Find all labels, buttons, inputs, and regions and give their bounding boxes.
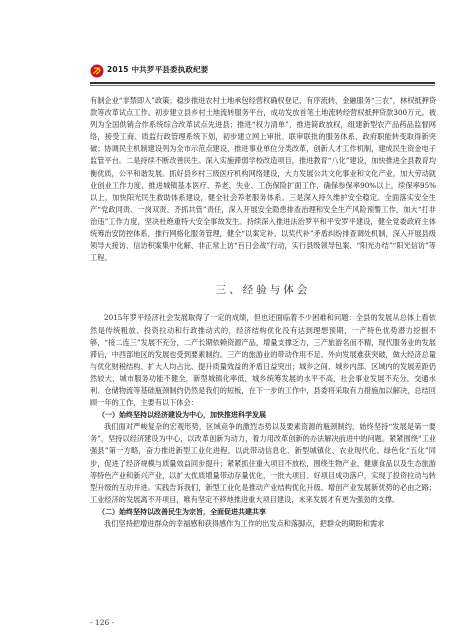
subsection-heading: （二）始终坚持以改善民生为宗旨，全面促进共建共享: [98, 507, 266, 516]
body-paragraph: 我们坚持把增进群众的幸福感和获得感作为工作的出发点和落脚点，把群众的期盼和需求: [104, 519, 385, 528]
body-paragraph: 有制企业“非禁即入”政策；稳步推进农村土地承包经营权确权登记，有序流转，金融服务“三农”，林权抵押贷款等改革试点工作。初步建立县乡村土地流转服务平台，成功发放首笔土地流转经营权抵押贷款300万元。被列为全国供销合作系统综合改革试点先进县；推进“权力清单”、推进简政放权，组建新型农产品药品监督网络，接受工商、质监行政管理系统下划，初步建立网上审批、联审联批的服务体系，政府职能转变取得新突破；协调民主机制建设列为全市示范点建设，推进事业单位分类改革，创新人才工作机制，建成民生资金电子监管平台。二是持续不断改善民生。深入实施滞弱学校改造项目，推进教育“八化”建设，加快推进全县教育均衡优质，公平和谐发展。抓好县乡村三级医疗机构网络建设，大力发展公共文化事业和文化产业，加大劳动就业创业工作力度，推进城镇基本医疗、养老、失业、工伤保险扩面工作，确保参保率90%以上，续保率95%以上，加快阳光民生救助体系建设，健全社会养老服务体系。三是深入持久维护安全稳定。全面落实安全生产“党政同责、一岗双责、齐抓共管”责任，深入开展安全隐患排查治理和安全生产风险预警工作，加大“打非治违”工作力度，坚决杜绝重特大安全事故发生。持续深入推进法治罗平和平安罗平建设，健全党委政府主体统筹治安防控体系，推行网格化服务管理，健全“以案定补、以奖代补”矛盾纠纷排查调处机制，深入开展县级领导大接访、信访积案集中化解、非正常上访“百日会战”行动，实行县级领导包案、“阳光办结”“阳光信访”等工程。: [90, 96, 436, 263]
party-emblem-icon: [90, 64, 104, 78]
page-number: - 126 -: [90, 618, 115, 627]
body-paragraph: 2015年罗平经济社会发展取得了一定的成绩，但也还面临着不少困难和问题：全县的发展从总体上看依然是传统粗放、投资拉动和行政推动式的，经济结构优化没有达到理想预期，一产特色优势潜力挖掘不够，“接二连三”发展不充分，二产长期依赖资源产品，增量支撑乏力，三产旅游名而不精，现代服务业的发展滞后，中西部地区的发展也受到要素制约。三产的旅游业的带动作用不足、外向发展难获突破，做大经济总量与优化财税结构、扩大人均占比、提升质量效益的矛盾日益突出；城乡之间、城乡内部、区域内的发展差距仍然较大，城市服务功能不健全，新型城镇化率低，城乡统筹发展的水平不高，社会事业发展不充分，交通水利、仓储物流等基础瓶颈制约仍然是我们的短板，在下一步的工作中，县委将采取有力措施加以解决，总结回顾一年的工作，主要有以下体会：: [90, 313, 436, 408]
header-title: 2015 中共罗平县委执政纪要: [107, 65, 209, 74]
section-title: 三、经验与体会: [215, 284, 311, 297]
subsection-heading: （一）始终坚持以经济建设为中心，加快推进科学发展: [98, 411, 266, 420]
header-rule-thin: [90, 85, 435, 86]
header-rule: [90, 82, 435, 84]
page-body: [90, 95, 436, 530]
running-header: [0, 0, 471, 80]
body-paragraph: 我们面对严峻复杂的宏观形势，区域竞争的激烈态势以及要素资源的瓶颈制约，始终坚持“发展是第一要务”，坚持以经济建设为中心，以改革创新为动力，着力用改革创新的办法解决前进中的问题。紧紧围绕“工业强县”第一方略，奋力推进新型工业化进程，以此带动信息化、新型城镇化、农业现代化、绿色化“五化”同步，促进了经济规模与质量效益同步提升；紧紧抓住重大项目不放松，围绕生物产业、健康食品以及生态旅游等特色产业和新兴产业，以扩大优质增量带动存量优化，一批大项目、好项目成功落户，实现了投资拉动与转型升级的互动并进。实践告诉我们，新型工业化是推动产业结构优化升级、增创产业发展新优势的必由之路；工业经济的发展离不开项目，唯有坚定不移地推进重大项目建设，未来发展才有更为强劲的支撑。: [90, 422, 436, 504]
